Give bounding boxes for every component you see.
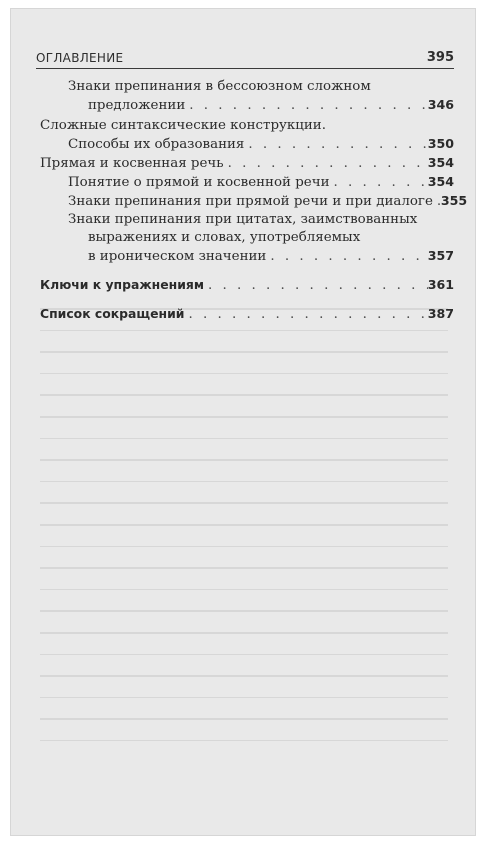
toc-entry-text: Сложные синтаксические конструкции. — [40, 118, 326, 133]
toc-entry-text: Ключи к упражнениям — [40, 277, 204, 292]
running-header-page-number: 395 — [426, 50, 454, 65]
toc-entry-text: выражениях и словах, употребляемых — [88, 230, 361, 245]
toc-entry-text: Знаки препинания при цитатах, заимствованных — [68, 212, 418, 227]
toc-entry — [40, 276, 454, 295]
running-header-title: ОГЛАВЛЕНИЕ — [36, 51, 124, 65]
toc-entry-text: предложении — [88, 98, 186, 113]
toc-entry-text: Знаки препинания в бессоюзном сложном — [68, 79, 371, 94]
toc-page-number: 354 — [427, 155, 454, 170]
toc-entry — [40, 173, 454, 192]
toc-page-number: 346 — [427, 97, 454, 112]
dot-leader — [266, 248, 427, 266]
toc-entry — [40, 192, 468, 211]
toc-page-number: 350 — [427, 136, 454, 151]
table-of-contents — [40, 78, 468, 324]
toc-page-number: 354 — [427, 174, 454, 189]
toc-entry-text: Способы их образования — [68, 137, 245, 152]
toc-entry-text: Понятие о прямой и косвенной речи — [68, 175, 330, 190]
dot-leader — [184, 306, 427, 324]
toc-entry — [40, 117, 454, 154]
show-through-texture — [40, 308, 448, 808]
running-header — [36, 46, 454, 69]
toc-entry — [40, 211, 454, 266]
dot-leader — [224, 155, 428, 173]
dot-leader — [204, 277, 428, 295]
toc-page-number: 357 — [427, 248, 454, 263]
toc-page-number: 361 — [427, 277, 454, 292]
toc-entry-text: в ироническом значении — [88, 249, 267, 264]
book-page — [10, 8, 476, 836]
toc-entry-text: Прямая и косвенная речь — [40, 156, 224, 171]
toc-page-number: 355 — [440, 193, 468, 208]
toc-entry — [40, 78, 454, 115]
toc-entry — [40, 305, 454, 324]
dot-leader — [185, 97, 427, 115]
toc-page-number: 387 — [427, 306, 454, 321]
dot-leader — [330, 174, 428, 192]
dot-leader — [244, 136, 427, 154]
toc-entry-text: Список сокращений — [40, 306, 185, 321]
dot-leader — [433, 193, 441, 211]
toc-entry-text: Знаки препинания при прямой речи и при диалоге — [68, 194, 433, 209]
toc-entry — [40, 154, 454, 173]
